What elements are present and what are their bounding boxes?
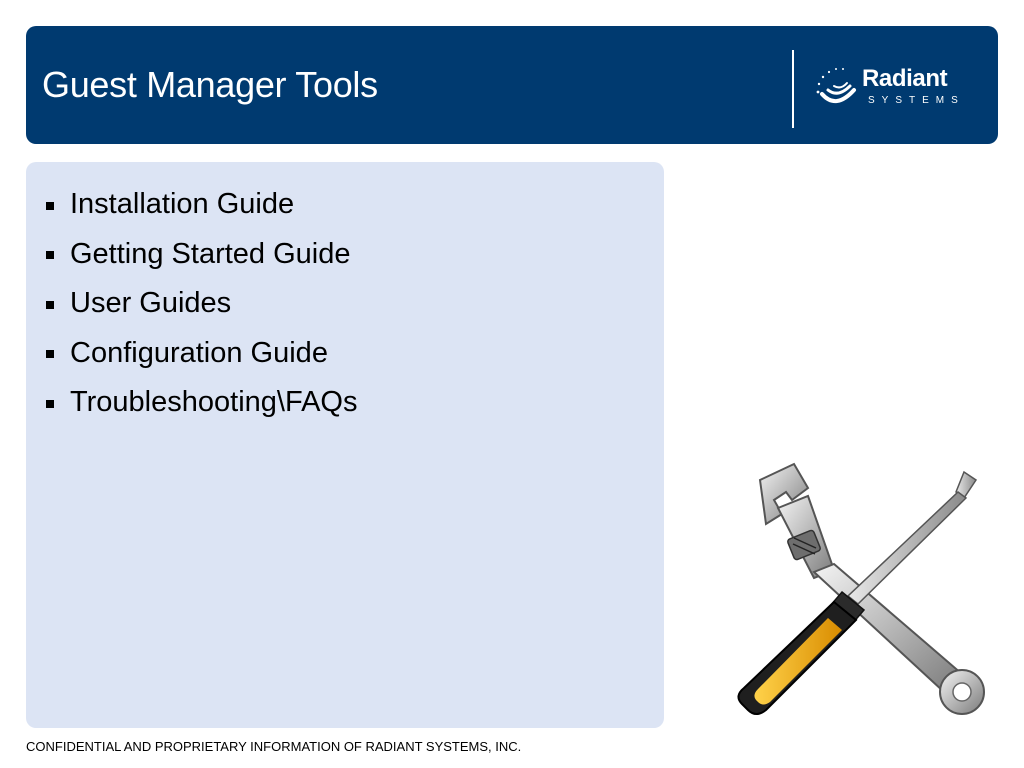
logo-tagline: SYSTEMS	[868, 95, 965, 106]
radiant-swoosh-icon	[814, 64, 858, 108]
slide-title: Guest Manager Tools	[42, 64, 378, 105]
bullet-item	[46, 230, 357, 280]
bullet-label: Getting Started Guide	[70, 237, 351, 270]
bullet-list	[46, 180, 357, 428]
wrench-and-screwdriver-icon	[730, 452, 1000, 732]
bullet-item	[46, 279, 357, 329]
bullet-label: Installation Guide	[70, 188, 295, 221]
square-bullet-icon	[46, 400, 54, 408]
radiant-logo	[814, 64, 984, 114]
bullet-item	[46, 378, 357, 428]
logo-name: Radiant	[862, 65, 948, 92]
square-bullet-icon	[46, 350, 54, 358]
bullet-label: Configuration Guide	[70, 336, 328, 369]
confidentiality-footer: CONFIDENTIAL AND PROPRIETARY INFORMATION OF RADIANT SYSTEMS, INC.	[26, 739, 522, 754]
bullet-item	[46, 329, 357, 379]
bullet-label: Troubleshooting\FAQs	[70, 386, 358, 419]
bullet-label: User Guides	[70, 287, 232, 320]
title-bar	[26, 26, 998, 144]
square-bullet-icon	[46, 251, 54, 259]
square-bullet-icon	[46, 202, 54, 210]
content-panel	[26, 162, 664, 728]
square-bullet-icon	[46, 301, 54, 309]
header-divider	[792, 50, 794, 128]
bullet-item	[46, 180, 357, 230]
